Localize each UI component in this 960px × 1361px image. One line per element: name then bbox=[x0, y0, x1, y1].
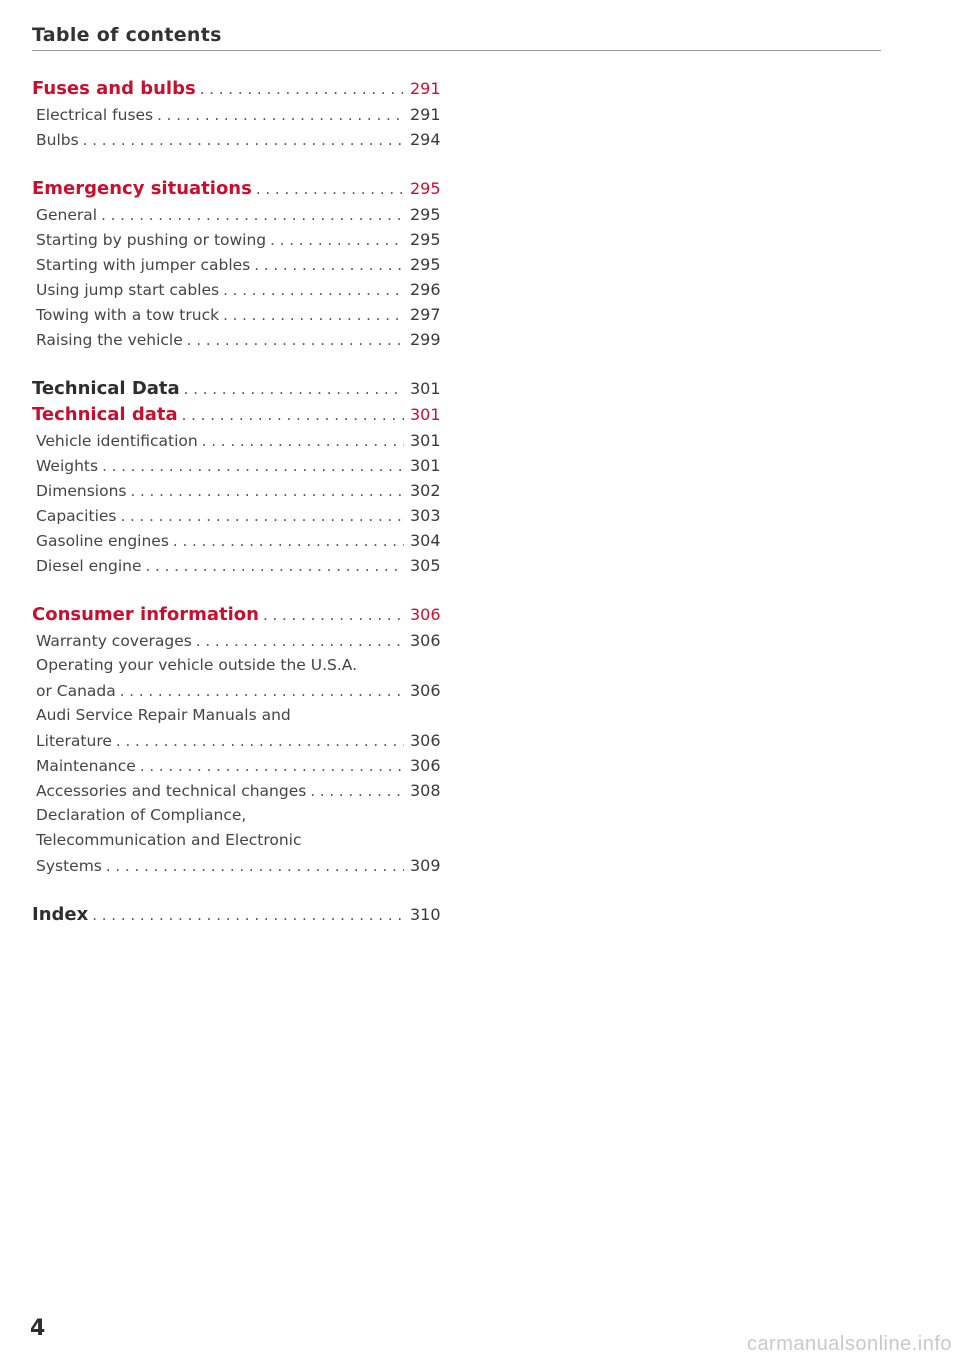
toc-item-using-jump-start-cables[interactable] bbox=[32, 277, 452, 302]
dot-leader bbox=[173, 529, 404, 554]
header-rule bbox=[32, 50, 881, 51]
page-header-title: Table of contents bbox=[32, 24, 222, 46]
item-label: Systems bbox=[36, 857, 102, 875]
toc-item-starting-with-jumper-cables[interactable] bbox=[32, 252, 452, 277]
toc-item-declaration[interactable] bbox=[32, 853, 452, 878]
page-ref: 295 bbox=[410, 205, 441, 224]
item-label: Maintenance bbox=[36, 757, 136, 775]
page-ref: 291 bbox=[410, 79, 441, 98]
toc-item-operating-outside-line1[interactable]: Operating your vehicle outside the U.S.A. bbox=[36, 656, 358, 674]
dot-leader bbox=[140, 754, 404, 779]
page-ref: 306 bbox=[410, 731, 441, 750]
dot-leader bbox=[187, 328, 404, 353]
dot-leader bbox=[184, 376, 404, 402]
section-title: Fuses and bulbs bbox=[32, 78, 196, 99]
page-ref: 301 bbox=[410, 456, 441, 475]
page-number: 4 bbox=[30, 1316, 46, 1341]
item-label: Capacities bbox=[36, 507, 117, 525]
toc-section-index[interactable] bbox=[32, 902, 452, 928]
section-title: Technical data bbox=[32, 404, 178, 425]
toc-item-vehicle-identification[interactable] bbox=[32, 428, 452, 453]
dot-leader bbox=[223, 303, 404, 328]
page-ref: 295 bbox=[410, 255, 441, 274]
page-ref: 306 bbox=[410, 605, 441, 624]
toc-item-weights[interactable] bbox=[32, 453, 452, 478]
page-ref: 305 bbox=[410, 556, 441, 575]
item-label: Towing with a tow truck bbox=[36, 306, 220, 324]
item-label: or Canada bbox=[36, 682, 116, 700]
dot-leader bbox=[101, 203, 404, 228]
section-title: Technical Data bbox=[32, 378, 180, 399]
page-ref: 294 bbox=[410, 130, 441, 149]
toc-item-gasoline-engines[interactable] bbox=[32, 528, 452, 553]
dot-leader bbox=[130, 479, 404, 504]
item-label: Literature bbox=[36, 732, 112, 750]
page-ref: 302 bbox=[410, 481, 441, 500]
dot-leader bbox=[146, 554, 405, 579]
page-ref: 310 bbox=[410, 905, 441, 924]
item-label: Vehicle identification bbox=[36, 432, 198, 450]
item-label: Using jump start cables bbox=[36, 281, 220, 299]
item-label: Weights bbox=[36, 457, 99, 475]
toc-item-bulbs[interactable] bbox=[32, 127, 452, 152]
dot-leader bbox=[254, 253, 404, 278]
page-ref: 295 bbox=[410, 179, 441, 198]
page-ref: 306 bbox=[410, 756, 441, 775]
page-ref: 306 bbox=[410, 681, 441, 700]
toc-item-declaration-line1[interactable]: Declaration of Compliance, bbox=[36, 806, 247, 824]
page-ref: 303 bbox=[410, 506, 441, 525]
item-label: Warranty coverages bbox=[36, 632, 192, 650]
page-ref: 299 bbox=[410, 330, 441, 349]
spacer bbox=[32, 352, 452, 376]
spacer bbox=[32, 152, 452, 176]
toc-item-warranty-coverages[interactable] bbox=[32, 628, 452, 653]
toc-item-capacities[interactable] bbox=[32, 503, 452, 528]
toc-item-starting-by-pushing[interactable] bbox=[32, 227, 452, 252]
item-label: Starting by pushing or towing bbox=[36, 231, 267, 249]
dot-leader bbox=[263, 602, 404, 628]
page-ref: 296 bbox=[410, 280, 441, 299]
page-ref: 301 bbox=[410, 431, 441, 450]
toc-item-operating-outside[interactable] bbox=[32, 678, 452, 703]
toc-item-electrical-fuses[interactable] bbox=[32, 102, 452, 127]
item-label: General bbox=[36, 206, 98, 224]
toc-item-accessories[interactable] bbox=[32, 778, 452, 803]
dot-leader bbox=[116, 729, 404, 754]
item-label: Raising the vehicle bbox=[36, 331, 183, 349]
item-label: Dimensions bbox=[36, 482, 127, 500]
toc-item-diesel-engine[interactable] bbox=[32, 553, 452, 578]
dot-leader bbox=[270, 228, 404, 253]
page-ref: 297 bbox=[410, 305, 441, 324]
section-title: Index bbox=[32, 904, 89, 925]
page-ref: 301 bbox=[410, 379, 441, 398]
dot-leader bbox=[92, 902, 404, 928]
dot-leader bbox=[83, 128, 404, 153]
toc-item-general[interactable] bbox=[32, 202, 452, 227]
toc-item-raising-the-vehicle[interactable] bbox=[32, 327, 452, 352]
item-label: Diesel engine bbox=[36, 557, 142, 575]
toc-section-technical-data[interactable] bbox=[32, 402, 452, 428]
toc-item-dimensions[interactable] bbox=[32, 478, 452, 503]
dot-leader bbox=[106, 854, 404, 879]
page-ref: 295 bbox=[410, 230, 441, 249]
toc-item-repair-manuals-line1[interactable]: Audi Service Repair Manuals and bbox=[36, 706, 291, 724]
dot-leader bbox=[120, 504, 404, 529]
watermark: carmanualsonline.info bbox=[746, 1333, 952, 1355]
table-of-contents bbox=[32, 76, 452, 928]
toc-section-emergency-situations[interactable] bbox=[32, 176, 452, 202]
toc-item-maintenance[interactable] bbox=[32, 753, 452, 778]
page-ref: 291 bbox=[410, 105, 441, 124]
dot-leader bbox=[200, 76, 404, 102]
dot-leader bbox=[182, 402, 404, 428]
spacer bbox=[32, 878, 452, 902]
item-label: Bulbs bbox=[36, 131, 79, 149]
toc-item-repair-manuals[interactable] bbox=[32, 728, 452, 753]
dot-leader bbox=[202, 429, 404, 454]
page-ref: 306 bbox=[410, 631, 441, 650]
section-title: Emergency situations bbox=[32, 178, 252, 199]
dot-leader bbox=[196, 629, 404, 654]
toc-item-declaration-line2[interactable]: Telecommunication and Electronic bbox=[36, 831, 302, 849]
page-ref: 304 bbox=[410, 531, 441, 550]
dot-leader bbox=[223, 278, 404, 303]
page-ref: 301 bbox=[410, 405, 441, 424]
dot-leader bbox=[102, 454, 404, 479]
toc-section-fuses-and-bulbs[interactable] bbox=[32, 76, 452, 102]
spacer bbox=[32, 578, 452, 602]
dot-leader bbox=[120, 679, 404, 704]
toc-item-towing-with-tow-truck[interactable] bbox=[32, 302, 452, 327]
dot-leader bbox=[310, 779, 404, 804]
page-ref: 309 bbox=[410, 856, 441, 875]
page-ref: 308 bbox=[410, 781, 441, 800]
item-label: Gasoline engines bbox=[36, 532, 169, 550]
toc-section-consumer-information[interactable] bbox=[32, 602, 452, 628]
section-title: Consumer information bbox=[32, 604, 259, 625]
toc-section-technical-data-part[interactable] bbox=[32, 376, 452, 402]
dot-leader bbox=[157, 103, 404, 128]
item-label: Starting with jumper cables bbox=[36, 256, 251, 274]
item-label: Accessories and technical changes bbox=[36, 782, 307, 800]
dot-leader bbox=[256, 176, 404, 202]
item-label: Electrical fuses bbox=[36, 106, 154, 124]
